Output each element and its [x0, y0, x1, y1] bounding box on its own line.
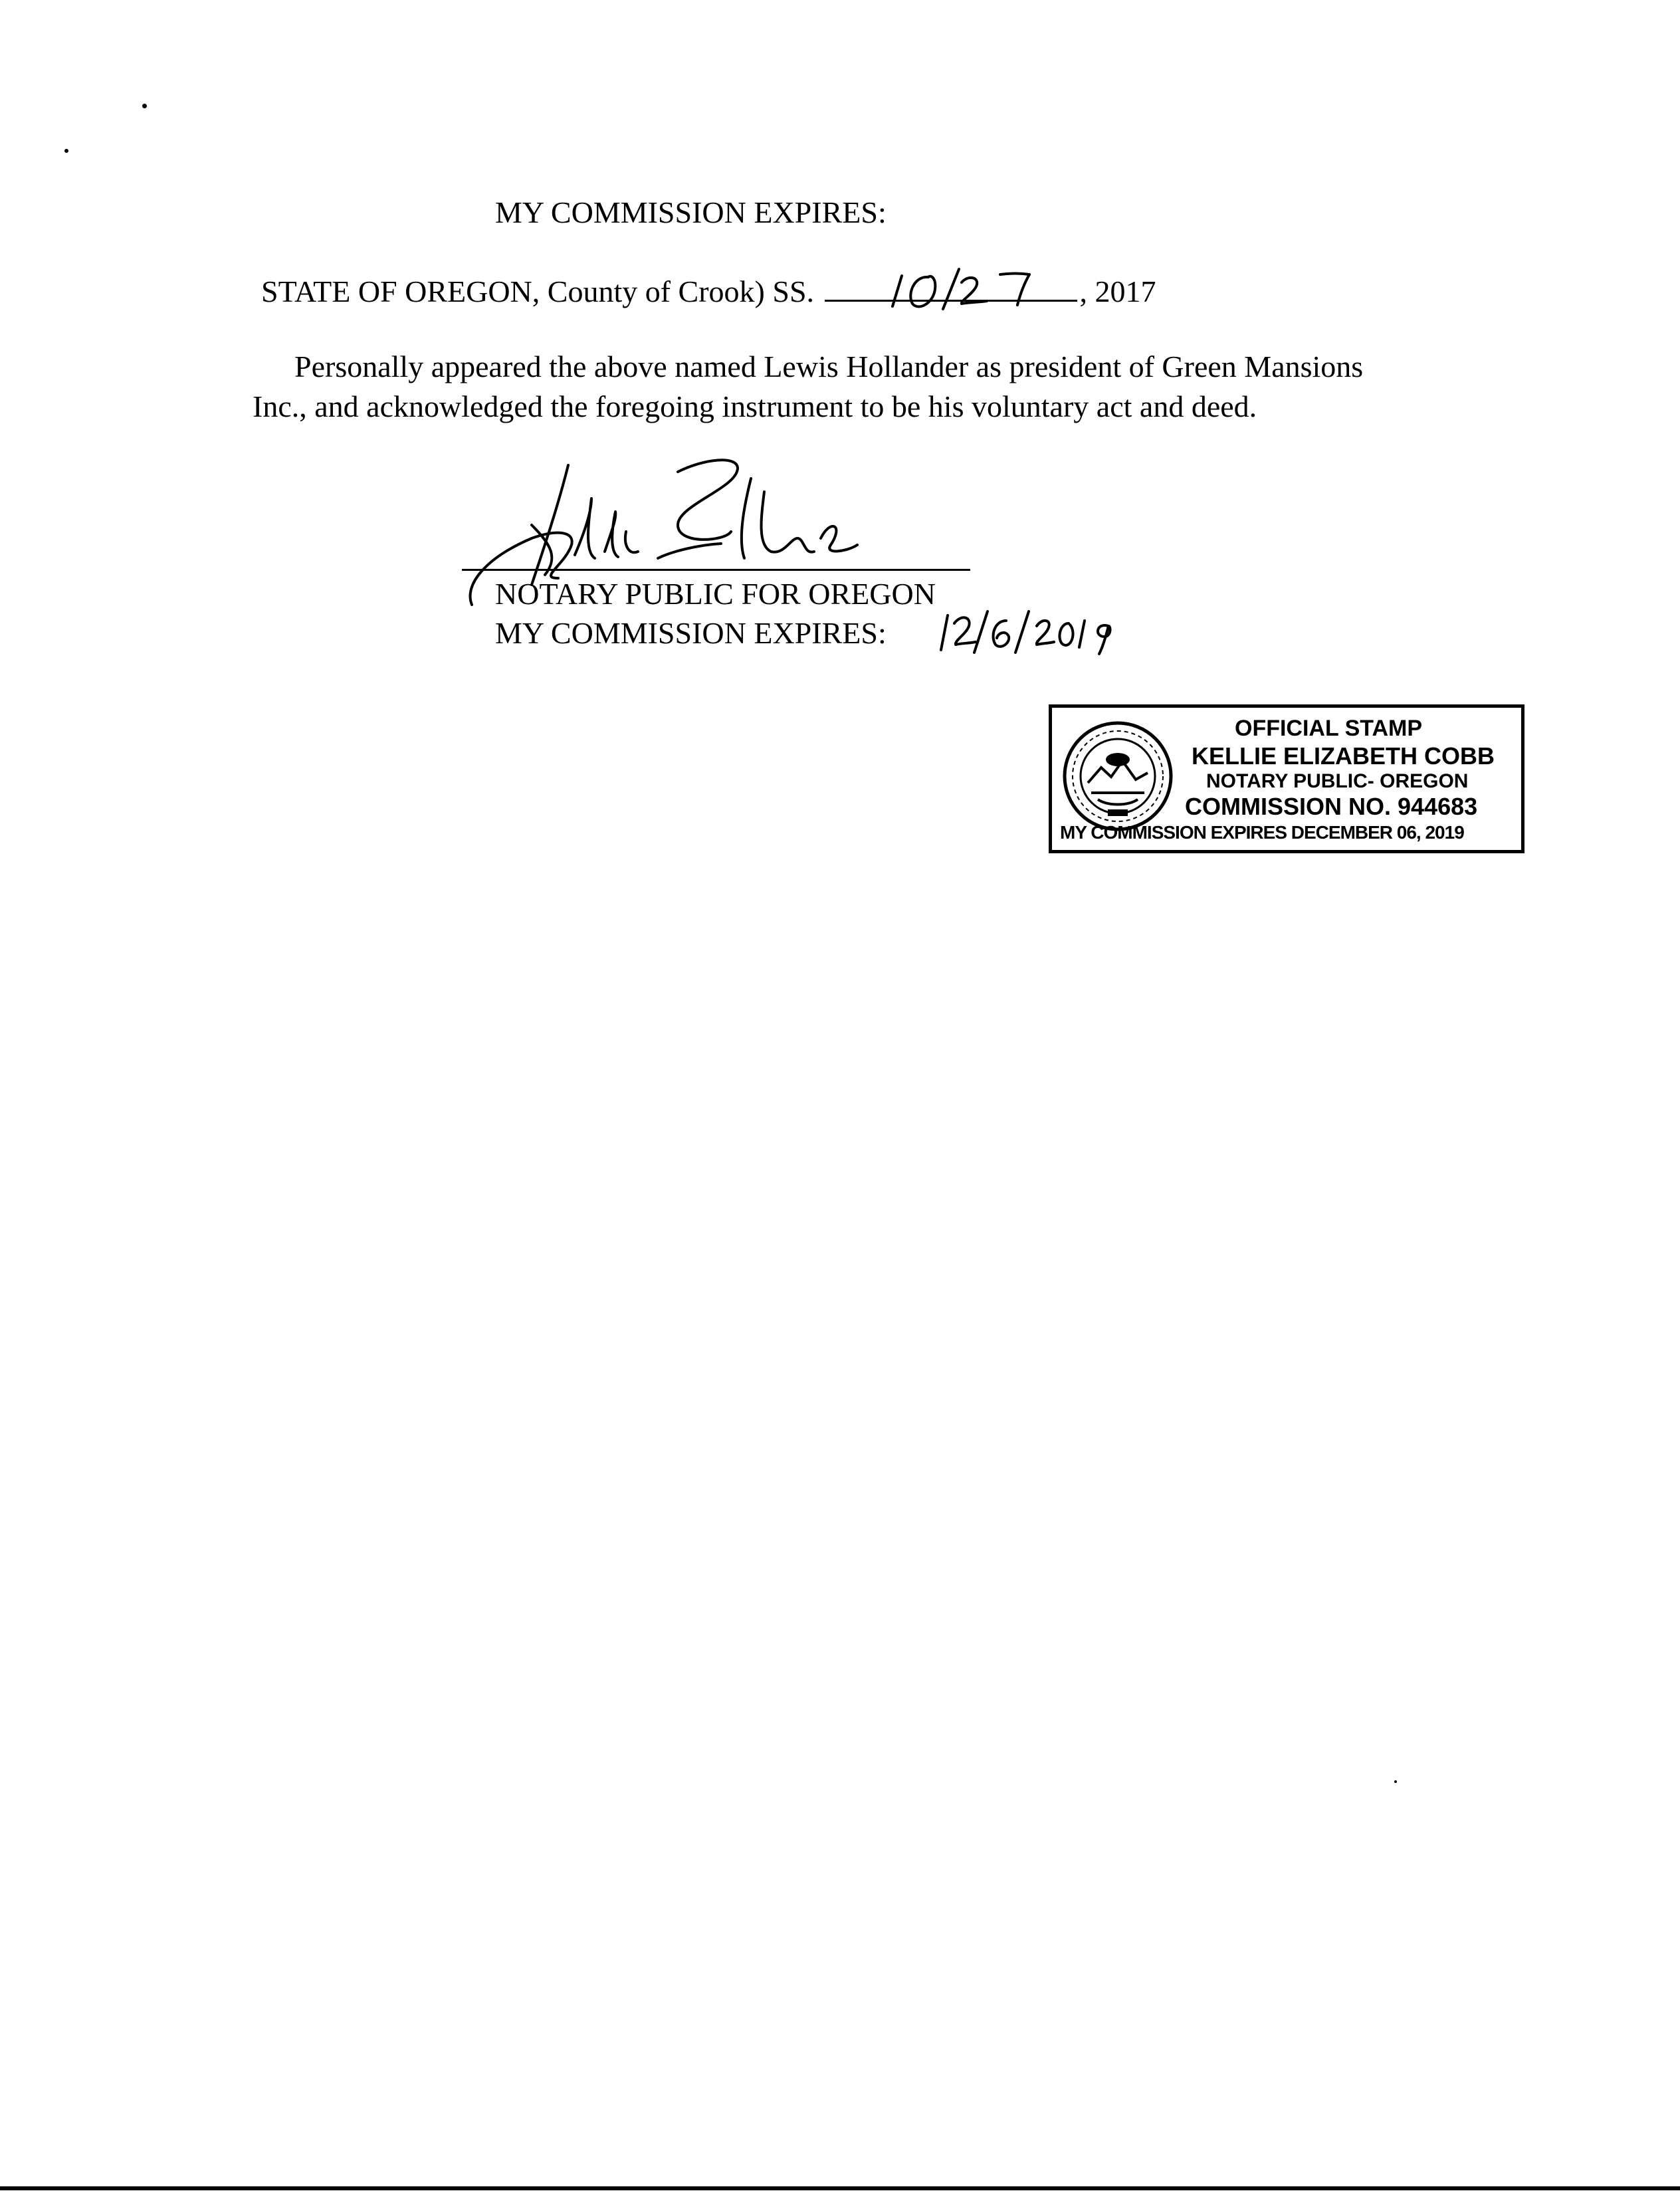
scan-speck [64, 149, 68, 153]
year-suffix: , 2017 [1079, 274, 1156, 308]
acknowledgment-paragraph: Personally appeared the above named Lewis Hollander as president of Green Mansions Inc., and acknowledged the foregoing instrument to be his voluntary act and deed. [253, 350, 1364, 423]
stamp-notary-role: NOTARY PUBLIC- OREGON [1206, 770, 1469, 792]
state-county-line [261, 270, 1156, 310]
commission-expires-label: MY COMMISSION EXPIRES: [495, 616, 887, 650]
scan-bottom-edge [0, 2186, 1680, 2190]
commission-expires-heading: MY COMMISSION EXPIRES: [495, 195, 887, 229]
state-county-prefix: STATE OF OREGON, County of Crook) SS. [261, 274, 815, 308]
state-seal-icon [1061, 720, 1174, 833]
notary-public-label: NOTARY PUBLIC FOR OREGON [495, 577, 936, 611]
scan-speck [1394, 1780, 1397, 1783]
stamp-title: OFFICIAL STAMP [1235, 716, 1423, 741]
official-notary-stamp [1049, 704, 1524, 853]
date-blank [825, 270, 1077, 302]
stamp-notary-name: KELLIE ELIZABETH COBB [1192, 742, 1495, 770]
stamp-commission-number: COMMISSION NO. 944683 [1185, 793, 1478, 820]
stamp-expiration: MY COMMISSION EXPIRES DECEMBER 06, 2019 [1060, 822, 1464, 843]
handwritten-expiry-date [937, 603, 1136, 657]
signature-line [462, 569, 970, 571]
scan-speck [142, 104, 147, 108]
